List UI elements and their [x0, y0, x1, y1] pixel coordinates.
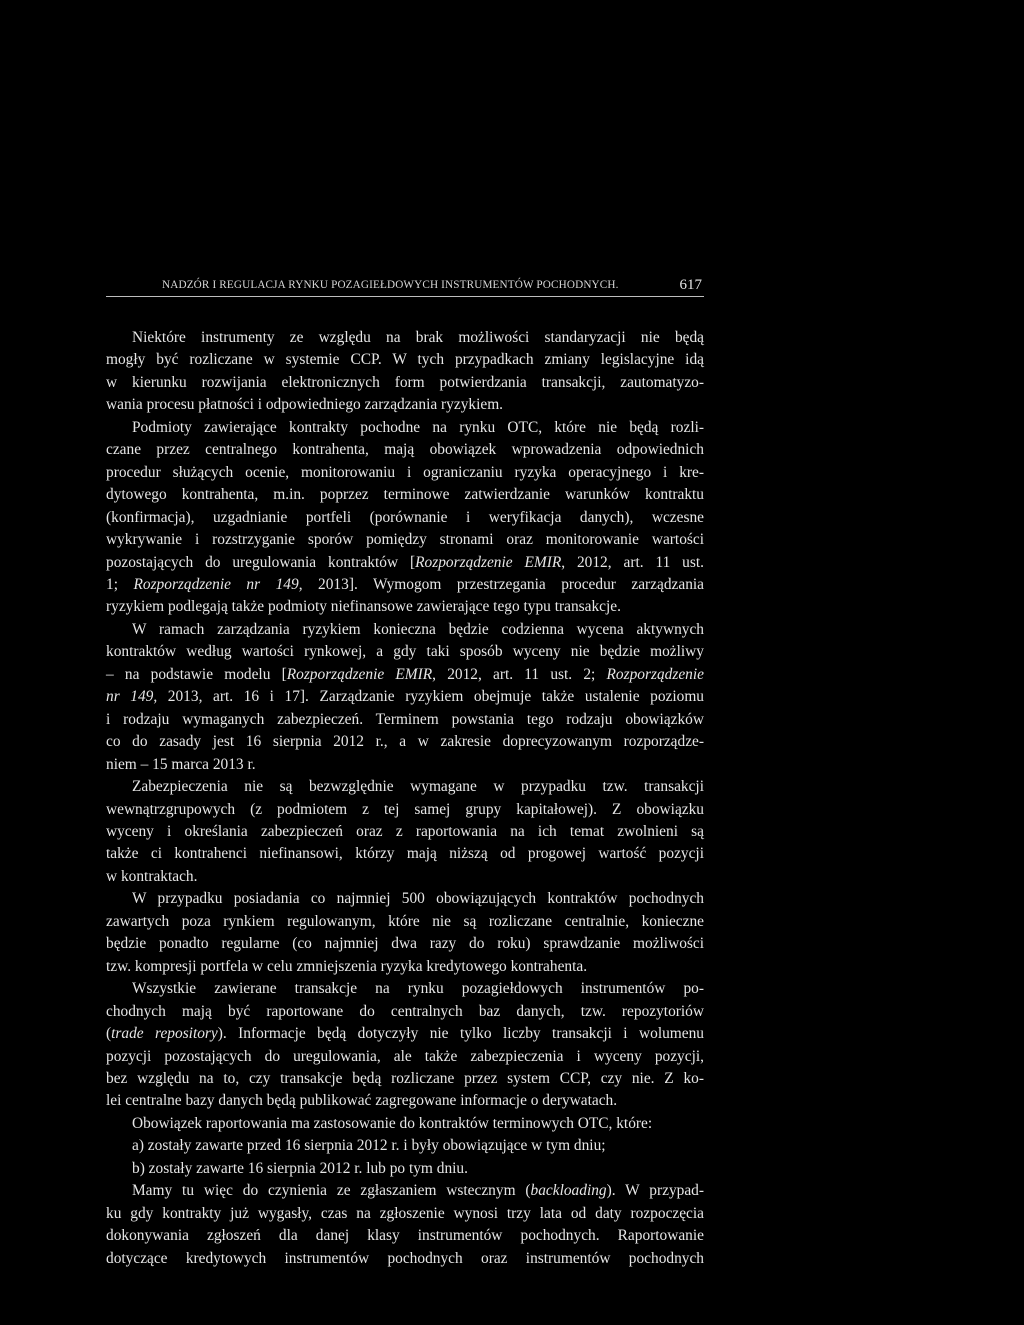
list-item: b) zostały zawarte 16 sierpnia 2012 r. lub po tym dniu. [132, 1159, 468, 1177]
term-english: backloading [530, 1182, 607, 1200]
text-line: Podmioty zawierające kontrakty pochodne na rynku OTC, które nie będą rozli- [132, 418, 704, 436]
text-line: W przypadku posiadania co najmniej 500 obowiązujących kontraktów pochodnych [132, 890, 704, 908]
citation-title: Rozporządzenie nr 149 [133, 575, 299, 593]
text-line: dotyczące kredytowych instrumentów pochodnych oraz instrumentów pochodnych [106, 1249, 704, 1267]
text-line: W ramach zarządzania ryzykiem konieczna będzie codzienna wycena aktywnych [132, 620, 704, 638]
citation-title: Rozporządzenie EMIR [286, 665, 433, 683]
term-english: trade repository [111, 1025, 218, 1043]
text-line: dytowego kontrahenta, m.in. poprzez terminowe zatwierdzanie warunków kontraktu [106, 486, 704, 504]
text-line: wania procesu płatności i odpowiedniego zarządzania ryzykiem. [106, 396, 504, 414]
text-line: 1; Rozporządzenie nr 149, 2013]. Wymogom przestrzegania procedur zarządzania [106, 575, 704, 593]
text-line: dokonywania zgłoszeń dla danej klasy instrumentów pochodnych. Raportowanie [106, 1227, 704, 1245]
text-line: Niektóre instrumenty ze względu na brak możliwości standaryzacji nie będą [132, 329, 704, 346]
text-line: wykrywanie i rozstrzyganie sporów pomiędzy stronami oraz monitorowanie wartości [106, 531, 704, 549]
text-line: co do zasady jest 16 sierpnia 2012 r., a w zakresie doprecyzowanym rozporządze- [106, 733, 704, 751]
text-line: ku gdy kontrakty już wygasły, czas na zgłoszenie wynosi trzy lata od daty rozpoczęcia [106, 1204, 704, 1222]
text-line: (trade repository). Informacje będą dotyczyły nie tylko liczby transakcji i wolumenu [106, 1025, 704, 1043]
citation-title: Rozporządzenie EMIR [415, 553, 562, 571]
page-header [106, 276, 704, 297]
text-line: – na podstawie modelu [Rozporządzenie EMIR, 2012, art. 11 ust. 2; Rozporządzenie [106, 665, 704, 683]
citation-title: nr 149 [106, 688, 154, 706]
text-line: także ci kontrahenci niefinansowi, którzy mają niższą od progowej wartość pozycji [106, 845, 704, 863]
text-line: ryzykiem podlegają także podmioty niefinansowe zawierające tego typu transakcje. [106, 598, 621, 616]
text-line: procedur służących ocenie, monitorowaniu i ograniczaniu ryzyka operacyjnego i kre- [106, 463, 704, 481]
text-line: Mamy tu więc do czynienia ze zgłaszaniem wstecznym (backloading). W przypad- [132, 1182, 704, 1200]
text-line: niem – 15 marca 2013 r. [106, 755, 256, 773]
text-line: i rodzaju wymaganych zabezpieczeń. Terminem powstania tego rodzaju obowiązków [106, 710, 704, 728]
text-line: lei centralne bazy danych będą publikować zagregowane informacje o derywatach. [106, 1092, 618, 1110]
list-item: a) zostały zawarte przed 16 sierpnia 2012 r. i były obowiązujące w tym dniu; [132, 1137, 606, 1155]
text-line: chodnych mają być raportowane do centralnych baz danych, tzw. repozytoriów [106, 1002, 704, 1020]
page-number: 617 [679, 277, 702, 293]
text-line: czane przez centralnego kontrahenta, mają obowiązek wprowadzenia odpowiednich [106, 441, 704, 459]
citation-title: Rozporządzenie [606, 665, 704, 683]
text-line: bez względu na to, czy transakcje będą rozliczane przez system CCP, czy nie. Z ko- [106, 1069, 704, 1087]
text-line: pozycji pozostających do uregulowania, ale także zabezpieczenia i wyceny pozycji, [106, 1047, 704, 1065]
text-line: w kontraktach. [106, 867, 198, 885]
text-line: zawartych poza rynkiem regulowanym, które nie są rozliczane centralnie, konieczne [106, 912, 704, 930]
body-text [106, 327, 704, 1270]
text-line: Zabezpieczenia nie są bezwzględnie wymagane w przypadku tzw. transakcji [132, 778, 704, 796]
running-title: NADZÓR I REGULACJA RYNKU POZAGIEŁDOWYCH INSTRUMENTÓW POCHODNYCH. [162, 279, 619, 291]
text-line: Obowiązek raportowania ma zastosowanie do kontraktów terminowych OTC, które: [132, 1114, 653, 1132]
text-line: pozostających do uregulowania kontraktów [Rozporządzenie EMIR, 2012, art. 11 ust. [106, 553, 704, 571]
text-line: nr 149, 2013, art. 16 i 17]. Zarządzanie ryzykiem obejmuje także ustalenie poziomu [106, 688, 704, 706]
text-line: tzw. kompresji portfela w celu zmniejszenia ryzyka kredytowego kontrahenta. [106, 957, 588, 975]
text-line: Wszystkie zawierane transakcje na rynku pozagiełdowych instrumentów po- [132, 980, 704, 998]
text-line: mogły być rozliczane w systemie CCP. W tych przypadkach zmiany legislacyjne idą [106, 351, 704, 369]
text-line: (konfirmacja), uzgadnianie portfeli (porównanie i weryfikacja danych), wczesne [106, 508, 704, 526]
text-line: w kierunku rozwijania elektronicznych form potwierdzania transakcji, zautomatyzo- [106, 373, 704, 391]
text-line: wewnątrzgrupowych (z podmiotem z tej samej grupy kapitałowej). Z obowiązku [106, 800, 704, 818]
text-line: kontraktów według wartości rynkowej, a gdy taki sposób wyceny nie będzie możliwy [106, 643, 704, 661]
text-line: wyceny i określania zabezpieczeń oraz z raportowania na ich temat zwolnieni są [106, 822, 704, 840]
text-line: będzie ponadto regularne (co najmniej dwa razy do roku) sprawdzanie możliwości [106, 935, 704, 953]
